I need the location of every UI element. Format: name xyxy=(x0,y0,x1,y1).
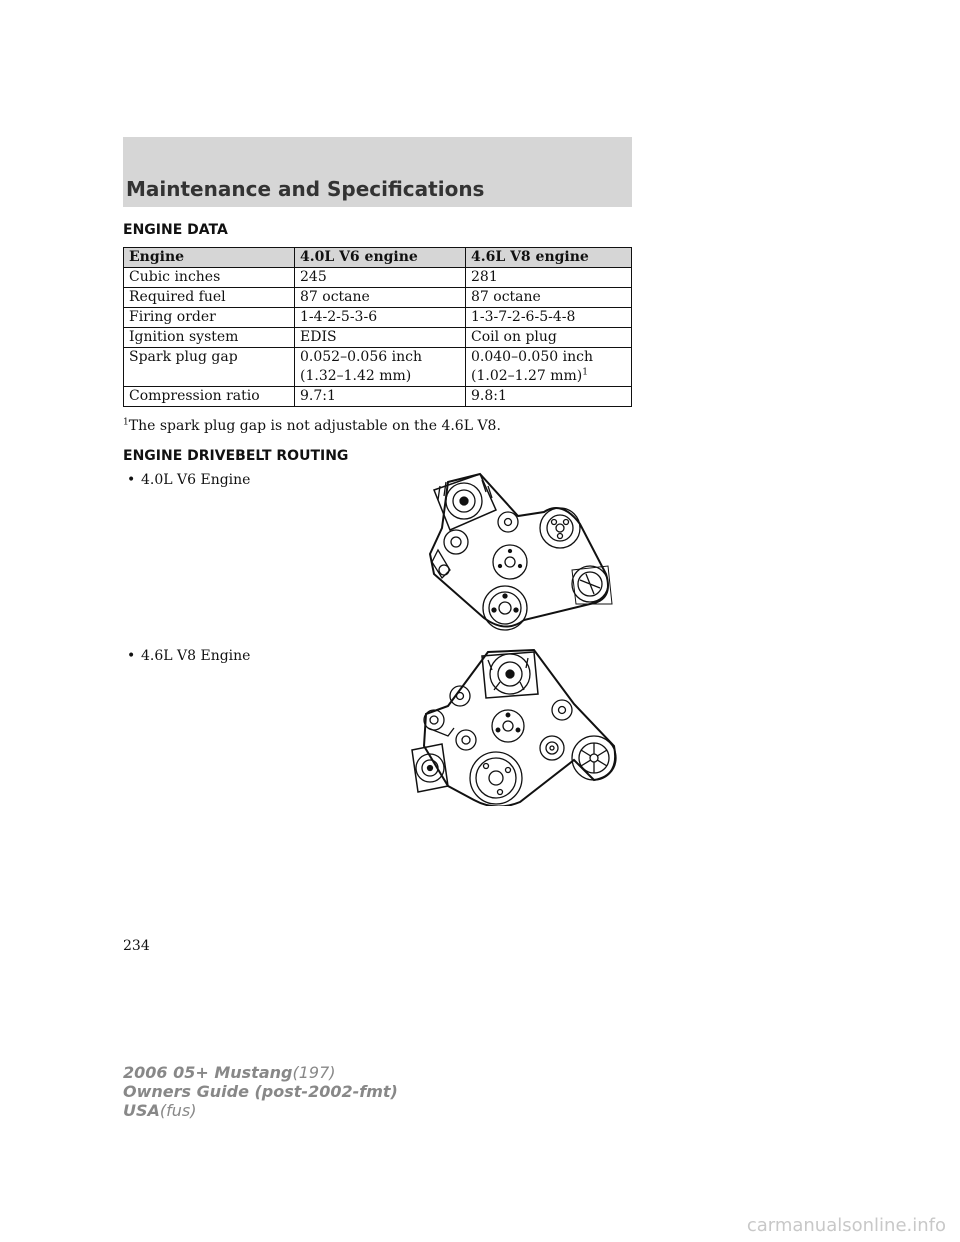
crankshaft-pulley-icon xyxy=(470,752,522,804)
v8-value: 87 octane xyxy=(466,288,632,308)
v8-value xyxy=(466,348,632,387)
v8-value: 1-3-7-2-6-5-4-8 xyxy=(466,308,632,328)
row-label: Required fuel xyxy=(124,288,295,308)
footnote xyxy=(123,418,501,434)
v6-gap-inch: 0.052–0.056 inch xyxy=(300,349,422,365)
drivebelt-heading: ENGINE DRIVEBELT ROUTING xyxy=(123,448,349,464)
watermark: carmanualsonline.info xyxy=(746,1215,946,1236)
v8-value: 9.8:1 xyxy=(466,387,632,407)
ac-compressor-icon xyxy=(572,566,612,604)
list-item-v6 xyxy=(127,472,250,488)
column-header: 4.6L V8 engine xyxy=(466,248,632,268)
page-number: 234 xyxy=(123,938,150,954)
column-header: Engine xyxy=(124,248,295,268)
idler-pulley-icon xyxy=(498,512,518,532)
footer-line-3 xyxy=(123,1101,398,1120)
row-label: Firing order xyxy=(124,308,295,328)
v6-value: 245 xyxy=(295,268,466,288)
alternator-icon xyxy=(482,652,538,698)
footer-line-1 xyxy=(123,1063,398,1082)
list-item-label: 4.0L V6 Engine xyxy=(141,472,251,488)
table-row xyxy=(124,348,632,387)
table-row xyxy=(124,268,632,288)
v6-gap-mm: (1.32–1.42 mm) xyxy=(300,368,412,384)
water-pump-pulley-icon xyxy=(492,710,524,742)
footer-market: USA xyxy=(123,1101,160,1120)
table-row xyxy=(124,308,632,328)
section-title: Maintenance and Specifications xyxy=(126,177,485,201)
footnote-ref: 1 xyxy=(582,367,589,378)
engine-data-heading: ENGINE DATA xyxy=(123,222,228,238)
v6-value xyxy=(295,348,466,387)
power-steering-pulley-icon xyxy=(540,736,564,760)
belt-idler-pulley-icon xyxy=(456,730,476,750)
bullet-icon: • xyxy=(127,472,136,488)
v8-gap-mm: (1.02–1.27 mm) xyxy=(471,368,583,384)
footnote-text: The spark plug gap is not adjustable on the 4.6L V8. xyxy=(128,418,501,434)
table-row xyxy=(124,387,632,407)
v6-drivebelt-diagram xyxy=(420,470,650,640)
idler-pulley-icon xyxy=(552,700,572,720)
v6-value: 87 octane xyxy=(295,288,466,308)
row-label: Spark plug gap xyxy=(124,348,295,387)
row-label: Cubic inches xyxy=(124,268,295,288)
engine-data-table xyxy=(123,247,632,407)
footer-market-code: (fus) xyxy=(159,1101,197,1120)
table-header-row xyxy=(124,248,632,268)
section-header-band xyxy=(123,137,632,207)
column-header: 4.0L V6 engine xyxy=(295,248,466,268)
document-footer xyxy=(123,1063,398,1120)
footer-model: 2006 05+ Mustang xyxy=(123,1063,293,1082)
v6-value: 9.7:1 xyxy=(295,387,466,407)
list-item-v8 xyxy=(127,648,250,664)
v8-value: 281 xyxy=(466,268,632,288)
v8-drivebelt-diagram xyxy=(408,646,638,806)
ac-compressor-icon xyxy=(412,744,448,792)
list-item-label: 4.6L V8 Engine xyxy=(141,648,251,664)
footer-model-code: (197) xyxy=(292,1063,336,1082)
v6-value: 1-4-2-5-3-6 xyxy=(295,308,466,328)
row-label: Ignition system xyxy=(124,328,295,348)
bullet-icon: • xyxy=(127,648,136,664)
table-row xyxy=(124,328,632,348)
v8-gap-inch: 0.040–0.050 inch xyxy=(471,349,593,365)
power-steering-pulley-icon xyxy=(540,508,580,548)
v6-value: EDIS xyxy=(295,328,466,348)
footer-line-2: Owners Guide (post-2002-fmt) xyxy=(123,1082,398,1101)
table-row xyxy=(124,288,632,308)
footnote-mark: 1 xyxy=(123,417,129,428)
v8-value: Coil on plug xyxy=(466,328,632,348)
water-pump-pulley-icon xyxy=(493,545,527,579)
row-label: Compression ratio xyxy=(124,387,295,407)
